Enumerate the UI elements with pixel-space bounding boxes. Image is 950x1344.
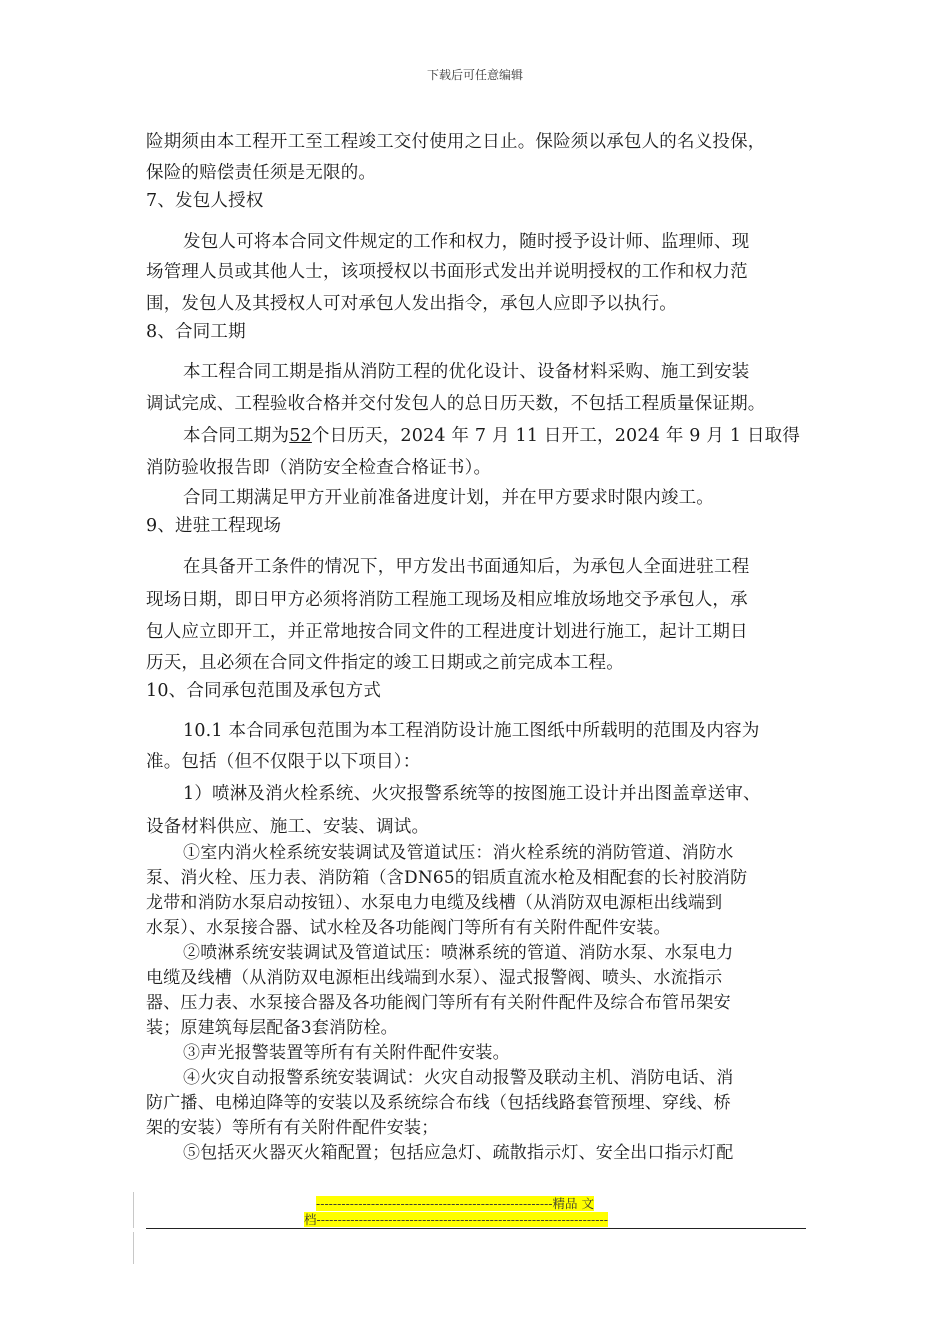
paragraph-line: 调试完成、工程验收合格并交付发包人的总日历天数，不包括工程质量保证期。 bbox=[146, 394, 766, 414]
footer-watermark-line1: --------------------------------------------------------精品 文 bbox=[316, 1196, 594, 1211]
footer-watermark-line2: 档--------------------------------------------------------------------- bbox=[304, 1212, 608, 1227]
list-item: 电缆及线槽（从消防双电源柜出线端到水泵）、湿式报警阀、喷头、水流指示 bbox=[146, 968, 723, 988]
paragraph-line: 在具备开工条件的情况下，甲方发出书面通知后，为承包人全面进驻工程 bbox=[183, 557, 750, 577]
list-item: 龙带和消防水泵启动按钮）、水泵电力电缆及线槽（从消防双电源柜出线端到 bbox=[146, 893, 723, 913]
list-item: ⑤包括灭火器灭火箱配置；包括应急灯、疏散指示灯、安全出口指示灯配 bbox=[183, 1143, 734, 1163]
section-heading: 9、进驻工程现场 bbox=[146, 516, 282, 536]
paragraph-line: 1）喷淋及消火栓系统、火灾报警系统等的按图施工设计并出图盖章送审、 bbox=[183, 784, 761, 804]
list-item: 器、压力表、水泵接合器及各功能阀门等所有有关附件配件及综合布管吊架安 bbox=[146, 993, 731, 1013]
list-item: ②喷淋系统安装调试及管道试压：喷淋系统的管道、消防水泵、水泵电力 bbox=[183, 943, 734, 963]
schedule-line bbox=[183, 422, 800, 447]
schedule-days: 52 bbox=[289, 426, 312, 446]
margin-marker bbox=[133, 1232, 134, 1264]
list-item: ③声光报警装置等所有有关附件配件安装。 bbox=[183, 1043, 510, 1063]
list-item: 防广播、电梯迫降等的安装以及系统综合布线（包括线路套管预埋、穿线、桥 bbox=[146, 1093, 731, 1113]
paragraph-line: 本工程合同工期是指从消防工程的优化设计、设备材料采购、施工到安装 bbox=[183, 362, 750, 382]
paragraph-line: 保险的赔偿责任须是无限的。 bbox=[146, 163, 377, 183]
section-heading: 10、合同承包范围及承包方式 bbox=[146, 681, 382, 701]
list-item: 架的安装）等所有有关附件配件安装； bbox=[146, 1118, 439, 1138]
footer-divider bbox=[146, 1228, 806, 1229]
paragraph-line: 险期须由本工程开工至工程竣工交付使用之日止。保险须以承包人的名义投保， bbox=[146, 132, 766, 152]
paragraph-line: 设备材料供应、施工、安装、调试。 bbox=[146, 817, 430, 837]
list-item: ①室内消火栓系统安装调试及管道试压：消火栓系统的消防管道、消防水 bbox=[183, 843, 734, 863]
paragraph-line: 围，发包人及其授权人可对承包人发出指令，承包人应即予以执行。 bbox=[146, 294, 677, 314]
paragraph-line: 现场日期，即日甲方必须将消防工程施工现场及相应堆放场地交予承包人，承 bbox=[146, 590, 748, 610]
section-heading: 7、发包人授权 bbox=[146, 191, 264, 211]
list-item: 装；原建筑每层配备3套消防栓。 bbox=[146, 1018, 398, 1038]
paragraph-line: 包人应立即开工，并正常地按合同文件的工程进度计划进行施工，起计工期日 bbox=[146, 622, 748, 642]
paragraph-line: 发包人可将本合同文件规定的工作和权力，随时授予设计师、监理师、现 bbox=[183, 232, 750, 252]
paragraph-line: 合同工期满足甲方开业前准备进度计划，并在甲方要求时限内竣工。 bbox=[183, 488, 714, 508]
list-item: 水泵）、水泵接合器、试水栓及各功能阀门等所有有关附件配件安装。 bbox=[146, 918, 671, 938]
paragraph-line: 准。包括（但不仅限于以下项目）： bbox=[146, 752, 421, 772]
section-heading: 8、合同工期 bbox=[146, 322, 246, 342]
list-item: ④火灾自动报警系统安装调试：火灾自动报警及联动主机、消防电话、消 bbox=[183, 1068, 734, 1088]
paragraph-line: 10.1 本合同承包范围为本工程消防设计施工图纸中所载明的范围及内容为 bbox=[183, 721, 760, 741]
paragraph-line: 历天，且必须在合同文件指定的竣工日期或之前完成本工程。 bbox=[146, 653, 624, 673]
schedule-before: 本合同工期为 bbox=[183, 426, 290, 446]
paragraph-line: 场管理人员或其他人士，该项授权以书面形式发出并说明授权的工作和权力范 bbox=[146, 262, 748, 282]
schedule-after: 个日历天，2024 年 7 月 11 日开工，2024 年 9 月 1 日取得 bbox=[311, 426, 801, 446]
margin-marker bbox=[133, 1192, 134, 1228]
list-item: 泵、消火栓、压力表、消防箱（含DN65的铝质直流水枪及相配套的长衬胶消防 bbox=[146, 868, 748, 888]
paragraph-line: 消防验收报告即（消防安全检查合格证书）。 bbox=[146, 458, 492, 478]
page-header: 下载后可任意编辑 bbox=[426, 68, 523, 82]
